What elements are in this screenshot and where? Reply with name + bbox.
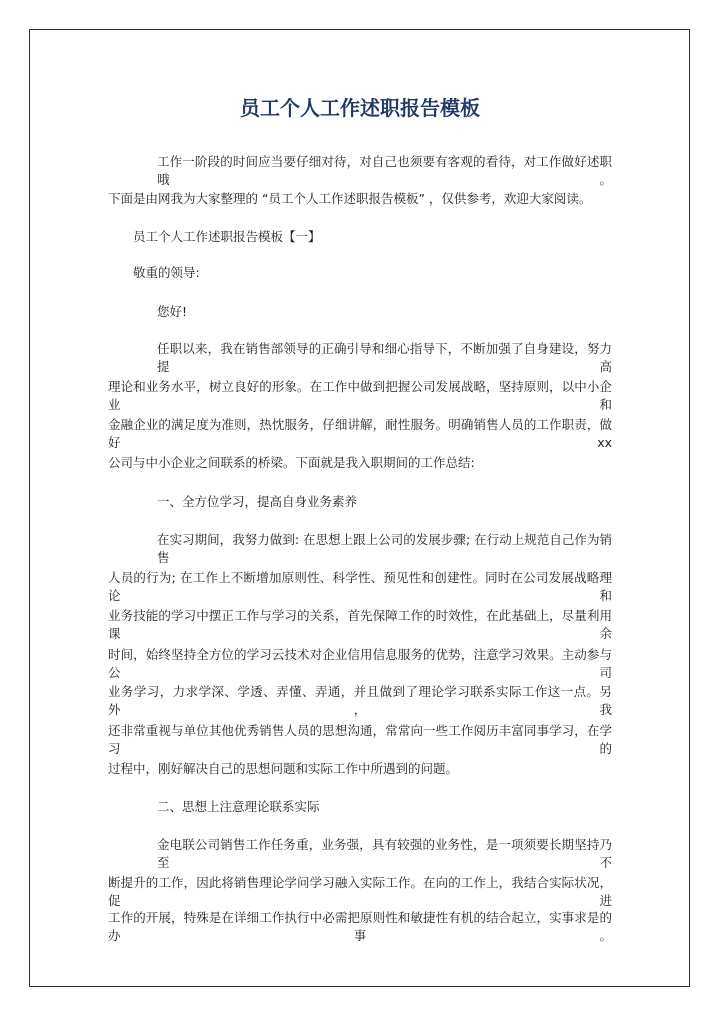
- paragraph-line: 断提升的工作，因此将销售理论学问学习融入实际工作。在向的工作上，我结合实际状况，促进: [108, 875, 612, 908]
- document-title: 员工个人工作述职报告模板: [240, 96, 480, 120]
- paragraph-line: 还非常重视与单位其他优秀销售人员的思想沟通，常常向一些工作阅历丰富同事学习，在学习的: [108, 723, 612, 756]
- heading-1: 一、全方位学习，提高自身业务素养: [157, 494, 358, 509]
- paragraph-line: 金融企业的满足度为准则，热忱服务，仔细讲解，耐性服务。明确销售人员的工作职责，做好 xx: [108, 417, 612, 450]
- intro-line: 下面是由网我为大家整理的 “员工个人工作述职报告模板” ，仅供参考，欢迎大家阅读。: [108, 191, 592, 206]
- paragraph-line: 工作的开展，特殊是在详细工作执行中必需把原则性和敏捷性有机的结合起立，实事求是的办事。: [108, 910, 612, 943]
- paragraph-line: 人员的行为; 在工作上不断增加原则性、科学性、预见性和创建性。同时在公司发展战略理论和: [108, 570, 612, 603]
- heading-2: 二、思想上注意理论联系实际: [157, 799, 320, 814]
- intro-line: 工作一阶段的时间应当要仔细对待，对自己也须要有客观的看待，对工作做好述职哦。: [157, 154, 612, 187]
- paragraph-line: 理论和业务水平，树立良好的形象。在工作中做到把握公司发展战略，坚持原则，以中小企业和: [108, 379, 612, 412]
- paragraph-line: 金电联公司销售工作任务重，业务强，具有较强的业务性，是一项须要长期坚持乃至不: [157, 837, 612, 870]
- paragraph-line: 公司与中小企业之间联系的桥梁。下面就是我入职期间的工作总结:: [108, 455, 475, 470]
- paragraph-line: 时间，始终坚持全方位的学习云技术对企业信用信息服务的优势，注意学习效果。主动参与公司: [108, 647, 612, 680]
- paragraph-line: 过程中，刚好解决自己的思想问题和实际工作中所遇到的问题。: [108, 761, 459, 776]
- greeting: 您好!: [157, 304, 188, 319]
- paragraph-line: 业务技能的学习中摆正工作与学习的关系，首先保障工作的时效性，在此基础上，尽量利用课余: [108, 608, 612, 641]
- paragraph-line: 业务学习，力求学深、学透、弄懂、弄通，并且做到了理论学习联系实际工作这一点。另外，我: [108, 684, 612, 717]
- paragraph-line: 任职以来，我在销售部领导的正确引导和细心指导下，不断加强了自身建设，努力提高: [157, 341, 612, 374]
- section-heading: 员工个人工作述职报告模板【一】: [133, 229, 321, 244]
- salutation: 敬重的领导:: [133, 265, 200, 280]
- paragraph-line: 在实习期间，我努力做到: 在思想上跟上公司的发展步骤; 在行动上规范自己作为销售: [157, 532, 612, 565]
